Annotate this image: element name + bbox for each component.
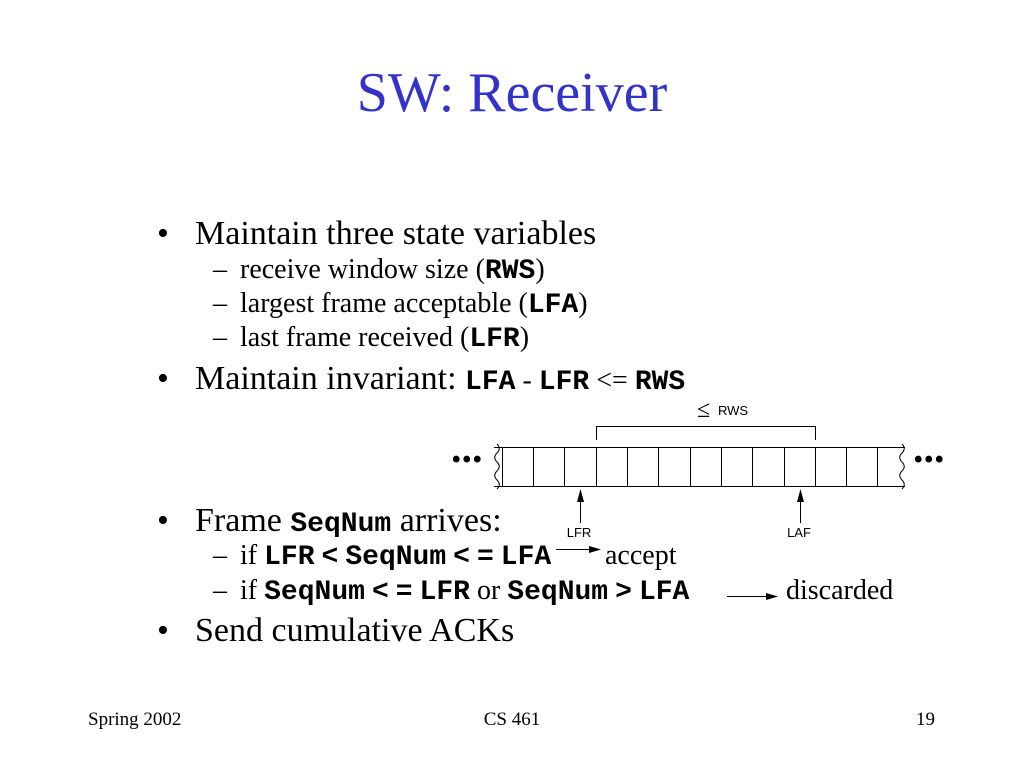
if-keyword: if [240, 575, 258, 606]
code-rws: RWS [484, 256, 536, 287]
frame-cell-dividers [503, 447, 878, 487]
sub-bullet-text: last frame received ( [240, 322, 470, 353]
discarded-arrow [727, 593, 778, 600]
closing-paren: ) [535, 254, 545, 285]
window-bracket [597, 427, 816, 441]
bullet-state-variables: Maintain three state variables [195, 215, 597, 252]
code-lfa: LFA [527, 290, 579, 321]
laf-pointer-label: LAF [787, 525, 811, 540]
less-equal-operator: < = [453, 542, 494, 573]
rule-discard-result: discarded [786, 575, 894, 606]
footer-term: Spring 2002 [88, 709, 182, 730]
rule-discard-condition [240, 577, 689, 607]
bullet-frame-arrives [195, 504, 502, 542]
sub-bullet-text: receive window size ( [240, 254, 485, 285]
code-rws: RWS [634, 367, 686, 398]
code-lfa: LFA [500, 542, 552, 573]
footer-course: CS 461 [483, 709, 541, 730]
bullet-marker: • [157, 612, 169, 649]
bullet-marker: • [157, 215, 169, 252]
frame-row-left-break [495, 444, 500, 489]
code-lfr: LFR [538, 367, 590, 398]
window-size-label: RWS [718, 403, 749, 418]
rule-accept-result: accept [605, 540, 677, 571]
arrow-head [589, 546, 601, 553]
arrow-head [766, 593, 778, 600]
accept-arrow [556, 546, 601, 553]
footer-slide-number: 19 [916, 709, 935, 730]
sub-bullet-marker: – [213, 575, 227, 606]
bullet-marker: • [157, 360, 169, 397]
rule-accept-condition [240, 542, 551, 572]
lfr-pointer-label: LFR [566, 525, 592, 540]
closing-paren: ) [578, 288, 588, 319]
bullet-text-pre: Frame [195, 502, 282, 539]
greater-than-operator: > [615, 577, 632, 608]
sub-bullet-lfa [240, 290, 588, 320]
invariant-label: Maintain invariant: [195, 360, 457, 397]
ellipsis-left: ... [451, 426, 483, 472]
sub-bullet-text: largest frame acceptable ( [240, 288, 528, 319]
code-lfr: LFR [469, 324, 520, 355]
lfr-pointer-arrow [577, 489, 584, 523]
less-equal-operator: < = [371, 577, 413, 608]
code-seqnum: SeqNum [290, 509, 392, 540]
code-lfr: LFR [264, 542, 315, 573]
sub-bullet-marker: – [213, 254, 227, 285]
less-than-operator: < [321, 542, 339, 573]
less-equal-operator: <= [596, 365, 628, 396]
code-lfa: LFA [638, 577, 690, 608]
bullet-marker: • [157, 502, 169, 539]
arrow-head [797, 489, 804, 502]
bullet-cumulative-acks: Send cumulative ACKs [195, 612, 515, 649]
slide-title: SW: Receiver [356, 62, 668, 124]
sub-bullet-rws [240, 256, 545, 286]
sub-bullet-marker: – [213, 288, 227, 319]
code-seqnum: SeqNum [264, 577, 365, 608]
sub-bullet-marker: – [213, 540, 227, 571]
code-seqnum: SeqNum [507, 577, 609, 608]
code-lfr: LFR [419, 577, 470, 608]
window-size-symbol: ≤ [697, 397, 711, 423]
sub-bullet-lfr [240, 324, 529, 354]
bullet-text-post: arrives: [399, 502, 502, 539]
minus-operator: - [522, 365, 532, 396]
if-keyword: if [240, 540, 258, 571]
sub-bullet-marker: – [213, 322, 227, 353]
frame-row-right-break [900, 444, 905, 489]
ellipsis-right: ... [913, 426, 945, 472]
laf-pointer-arrow [797, 489, 804, 523]
invariant-expression [465, 365, 685, 396]
bullet-invariant [195, 362, 685, 400]
closing-paren: ) [519, 322, 530, 353]
code-seqnum: SeqNum [345, 542, 447, 573]
code-lfa: LFA [465, 367, 516, 398]
or-keyword: or [476, 575, 501, 606]
arrow-head [577, 489, 584, 502]
